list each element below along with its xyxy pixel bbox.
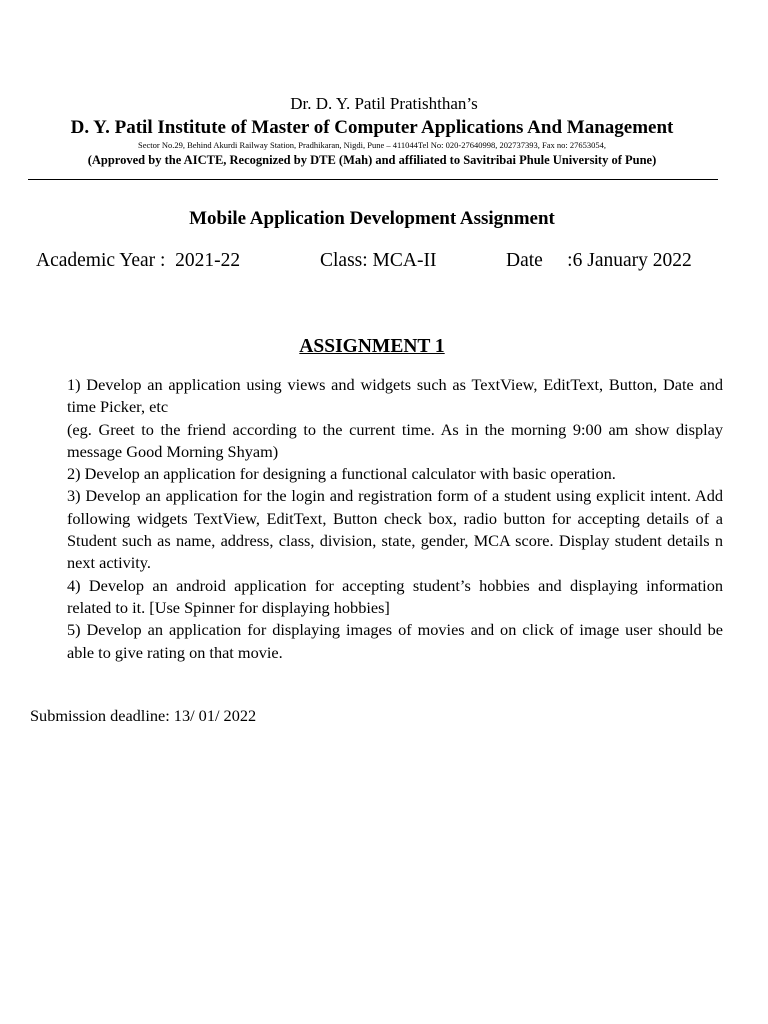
list-item: (eg. Greet to the friend according to the current time. As in the morning 9:00 am show display message Good Morning Shyam) xyxy=(67,419,723,461)
list-item: 1) Develop an application using views and widgets such as TextView, EditText, Button, Date and time Picker, etc xyxy=(67,375,723,417)
assignment-list xyxy=(67,374,723,664)
list-item: 4) Develop an android application for accepting student’s hobbies and displaying information related to it. [Use Spinner for displaying hobbies] xyxy=(67,575,723,617)
institute-name: D. Y. Patil Institute of Master of Computer Applications And Management xyxy=(70,117,674,138)
trust-name: Dr. D. Y. Patil Pratishthan’s xyxy=(290,94,478,113)
class-label: Class: MCA-II xyxy=(320,250,437,271)
submission-deadline: Submission deadline: 13/ 01/ 2022 xyxy=(30,706,257,725)
document-title: Mobile Application Development Assignment xyxy=(189,208,555,229)
header-divider xyxy=(28,179,718,180)
list-item: 5) Develop an application for displaying images of movies and on click of image user should be able to give rating on that movie. xyxy=(67,620,723,662)
date-label: Date :6 January 2022 xyxy=(506,250,692,271)
institute-address: Sector No.29, Behind Akurdi Railway Station, Pradhikaran, Nigdi, Pune – 411044Tel No: 020-27640998, 202737393, Fax no: 27653054, xyxy=(138,140,606,150)
approval-line: (Approved by the AICTE, Recognized by DTE (Mah) and affiliated to Savitribai Phule University of Pune) xyxy=(87,153,657,167)
list-item: 3) Develop an application for the login and registration form of a student using explicit intent. Add following widgets TextView, EditText, Button check box, radio button for accepting details of a Student such as name, address, class, division, state, gender, MCA score. Display student details n next activity. xyxy=(67,486,723,573)
info-row xyxy=(36,248,736,274)
academic-year: Academic Year : 2021-22 xyxy=(36,250,241,271)
assignment-heading: ASSIGNMENT 1 xyxy=(299,336,445,357)
list-item: 2) Develop an application for designing a functional calculator with basic operation. xyxy=(67,464,616,484)
